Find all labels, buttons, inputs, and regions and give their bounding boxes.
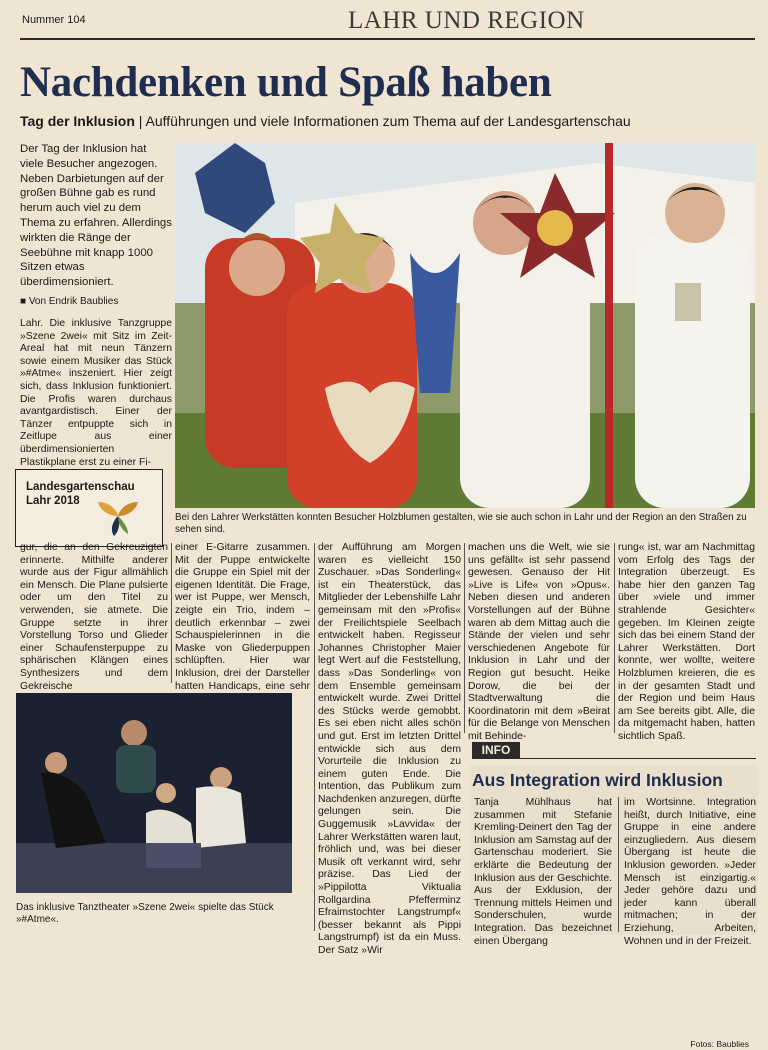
badge-line2: Lahr 2018: [26, 495, 80, 507]
info-rule: [520, 758, 756, 759]
author-line: ■ Von Endrik Baublies: [20, 296, 119, 307]
header-rule: [20, 38, 755, 40]
flower-logo-icon: [94, 494, 142, 536]
article-column-4: machen uns die Welt, wie sie uns gefällt« ist sehr passend gewesen. Genauso der Hit »Live is Life« von »Opus«. Neben diesen und anderen Vorstellungen auf der Bühne waren ab dem Mittag auch die Stände der vielen und sehr verschiedenen Angebote für Inklusion in Lahr und der Region gut besucht. Heike Dorow, die bei der Stadtverwaltung die Koordinatorin mit dem »Beirat für die Belange von Menschen mit Behinde-: [468, 542, 610, 742]
dance-photo: [16, 693, 292, 893]
intro-text: Der Tag der Inklusion hat viele Besucher angezogen. Neben Darbietungen auf der großen Bühne gab es rund herum auch viel zu dem Thema zu erfahren. Allerdings wirkten die Ränge der Seebühne mit knapp 1000 Sitzen etwas überdimensioniert.: [20, 143, 172, 289]
landesgartenschau-badge: [15, 469, 163, 547]
main-photo-caption-text: Bei den Lahrer Werkstätten konnten Besucher Holzblumen gestalten, wie sie auch schon in Lahr und der Region an den Straßen zu sehen sind.: [175, 512, 747, 535]
subheadline: [20, 113, 631, 129]
section-title: LAHR UND REGION: [348, 7, 585, 34]
article-column-2: einer E-Gitarre zusammen. Mit der Puppe entwickelte die Gruppe ein Spiel mit der eigenen Identität. Die Frage, wer ist Puppe, wer Mensch, zeigte ein Trio, indem – deutlich erkennbar – zwei Schauspielerinnen in die Maske von Gliederpuppen schlüpften. Hier war Inklusion, drei der Darsteller hatten Handicaps, eine sehr: [175, 542, 310, 692]
dance-theatre-photo: [16, 693, 292, 893]
dance-photo-caption: Das inklusive Tanztheater »Szene 2wei« spielte das Stück »#Atme«.: [16, 902, 274, 925]
subheadline-separator: |: [138, 113, 143, 129]
badge-line1: Landesgartenschau: [26, 481, 135, 493]
column-divider: [314, 543, 315, 931]
photo-credit: Fotos: Baublies: [690, 1039, 749, 1049]
article-column-1: gur, die an den Gekreuzigten erinnerte. Mithilfe anderer wurde aus der Figur allmählich ein Mensch. Die Plane pulsierte oder um den Titel zu verwenden, sie atmete. Die Gruppe setzte in ihrer Vorstellung Torso und Glieder einer Schaufensterpuppe zu sphärischen Klängen eines Synthesizers und dem Gekreische: [20, 542, 168, 692]
info-text-column-1: Tanja Mühlhaus hat zusammen mit Stefanie Kremling-Deinert den Tag der Inklusion am Samstag auf der Gartenschau moderiert. Sie erklärte die Bedeutung der Inklusion aus der Geschichte. Aus der Exklusion, der Trennung mittels Heimen und Sonderschulen, wurde Integration. Das bezeichnet einen Übergang: [474, 797, 612, 947]
headline: Nachdenken und Spaß haben: [20, 59, 552, 106]
column-divider: [464, 543, 465, 733]
info-label: INFO: [472, 742, 520, 759]
article-column-5: rung« ist, war am Nachmittag vom Erfolg des Tags der Integration überzeugt. Es habe hier den ganzen Tag über »viele und immer strahlende Gesichter« gegeben. Im Kleinen zeigte sich das bei einem Stand der Lahrer Werkstätten. Dort konnte, wer wollte, weitere Holzblumen kreieren, die es in der gesamten Stadt und der Region und beim Haus am See bereits gibt. Alle, die da mitgemacht haben, hatten sichtlich Spaß.: [618, 542, 755, 742]
main-photo: [175, 143, 755, 508]
article-column-3: der Aufführung am Morgen waren es vielleicht 150 Zuschauer. »Das Sonderling« ist ein Theaterstück, das Mitglieder der Lebenshilfe Lahr gemeinsam mit den »Profis« der Freilichtspiele Seelbach entwickelt haben. Regisseur Johannes Christopher Maier legt Wert auf die Feststellung, dass »Das Sonderling« von dem Ensemble gemeinsam entwickelt wurde. Zwei Drittel des Stücks werde gemobbt. Es sei eben nicht alles schön und gut. Erst im letzten Drittel entwickle sich aus dem Vorurteile die Inklusion zu einem guten Ende. Die Intention, das Publikum zum Nachdenken anzuregen, dürfte gelungen sein. Die Guggemusik »Lavvida« der Lahrer Werkstätten waren laut, fröhlich und, was bei dieser Musik oft verkannt wird, sehr präzise. Das Lied der »Pippilotta Viktualia Rollgardina Pfefferminz Efraimstochter Langstrumpf« (besser bekannt als Pippi Langstrumpf) ist da ein Muss. Der Satz »Wir: [318, 542, 461, 956]
info-title: Aus Integration wird Inklusion: [472, 770, 723, 790]
subheadline-text: Aufführungen und viele Informationen zum Thema auf der Landesgartenschau: [145, 113, 631, 129]
article-lead-body: Lahr. Die inklusive Tanzgruppe »Szene 2wei« mit Sitz im Zeit-Areal hat mit neun Tänzern sowie einem Musiker das Stück »#Atme« inszeniert. Hier zeigt sich, dass Inklusion funktioniert. Die Profis waren durchaus avantgardistisch. Einer der Tänzer entpuppte sich in Zeitlupe aus einer überdimensionierten Plastikplane erst zu einer Fi-: [20, 318, 172, 468]
subheadline-kicker: Tag der Inklusion: [20, 113, 135, 129]
wooden-flowers-photo: [175, 143, 755, 508]
info-text-column-2: im Wortsinne. Integration heißt, durch Initiative, eine Gruppe in eine andere einzugliedern. Aus diesem Übergang ist heute die Inklusion geworden. »Jeder Mensch ist einzigartig.« Jeder gehöre dazu und jeder kann überall mitmachen; in der Erziehung, Arbeiten, Wohnen und in der Freizeit.: [624, 797, 756, 947]
column-divider: [614, 543, 615, 733]
column-divider: [618, 797, 619, 932]
column-divider: [171, 543, 172, 683]
issue-number: Nummer 104: [22, 14, 86, 26]
